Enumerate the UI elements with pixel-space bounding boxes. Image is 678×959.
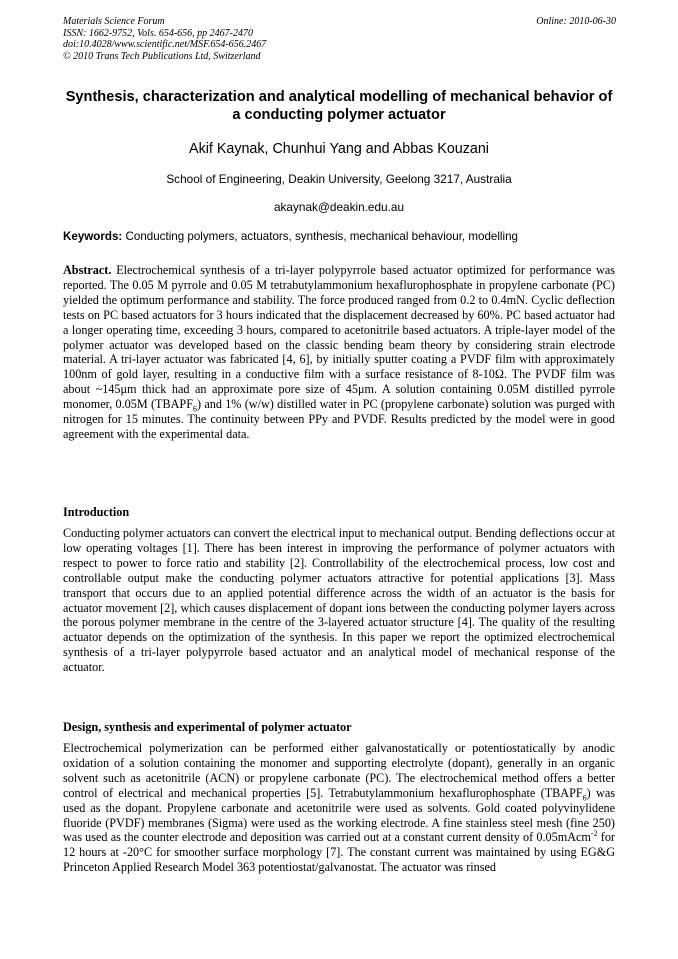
author-email[interactable]: akaynak@deakin.edu.au (273, 200, 405, 214)
copyright-line: © 2010 Trans Tech Publications Ltd, Switzerland (63, 50, 261, 62)
journal-header (63, 16, 266, 62)
design-superscript: -2 (590, 829, 598, 839)
doi-line: doi:10.4028/www.scientific.net/MSF.654-656.2467 (63, 39, 267, 50)
design-paragraph (63, 741, 615, 875)
abstract (63, 263, 615, 442)
issn-line: ISSN: 1662-9752, Vols. 654-656, pp 2467-2470 (63, 27, 253, 39)
keywords-text: Conducting polymers, actuators, synthesis, mechanical behaviour, modelling (125, 230, 518, 243)
paper-title: Synthesis, characterization and analytical modelling of mechanical behavior of a conducting polymer actuator (65, 89, 613, 123)
keywords-label: Keywords: (63, 230, 123, 243)
design-text-3: for 12 hours at -20°C for smoother surface morphology [7]. The constant current was maintained by using EG&G Princeton Applied Research Model 363 potentiostat/galvanostat. The actuator was rinsed (63, 830, 615, 875)
journal-name: Materials Science Forum (63, 16, 165, 27)
abstract-text-2: ) and 1% (w/w) distilled water in PC (propylene carbonate) solution was purged with nitrogen for 15 minutes. The continuity between PPy and PVDF. Results predicted by the model were in good agreement with the experimental data. (63, 397, 616, 441)
introduction-text: Conducting polymer actuators can convert the electrical input to mechanical output. Bending deflections occur at low operating voltages [1]. There has been interest in improving the performance of polymer actuators with respect to power to force ratio and stability [2]. Controllability of the electrochemical process, low cost and controllable output make the conducting polymer actuators attractive for potential applications [3]. Mass transport that occurs due to an applied potential difference across the width of an actuator is the basis for actuator movement [2], which causes displacement of dopant ions between the conducting polymer layers across the porous polymer membrane in the centre of the 3-layered actuator structure [4]. The quality of the resulting actuator depends on the optimization of the synthesis. In this paper we report the optimized electrochemical synthesis of a tri-layer polypyrrole based actuator and an analytical model of mechanical response of the actuator. (63, 526, 615, 675)
design-text-2: ) was used as the dopant. Propylene carbonate and acetonitrile were used as solvents. Gold coated polyvinylidene fluoride (PVDF) membranes (Sigma) were used as the working electrode. A fine stainless steel mesh (fine 250) was used as the counter electrode and deposition was carried out at a constant current density of 0.05mAcm (63, 785, 615, 845)
affiliation: School of Engineering, Deakin University, Geelong 3217, Australia (166, 172, 512, 186)
abstract-label: Abstract. (63, 263, 112, 277)
introduction-heading: Introduction (63, 505, 130, 519)
abstract-text-1: Electrochemical synthesis of a tri-layer polypyrrole based actuator optimized for performance was reported. The 0.05 M pyrrole and 0.05 M tetrabutylammonium hexaflurophosphate in propylene carbonate (PC) yielded the optimum performance and stability. The force produced ranged from 0.2 to 0.4mN. Cyclic deflection tests on PC based actuators for 3 hours indicated that the displacement decreased by 60%. PC based actuator had a longer operating time, exceeding 3 hours, compared to acetonitrile based actuators. A triple-layer model of the polymer actuator was developed based on the classic bending beam theory by considering strain electrode material. A tri-layer actuator was fabricated [4, 6], by initially sputter coating a PVDF film with approximately 100nm of gold layer, resulting in a conductive film with a surface resistance of 8-10Ω. The PVDF film was about ~145μm thick had an approximate pore size of 45μm. A solution containing 0.05M distilled pyrrole monomer, 0.05M (TBAPF (63, 263, 616, 412)
online-date: Online: 2010-06-30 (536, 16, 616, 27)
design-subscript: 6 (582, 793, 587, 803)
design-text-1: Electrochemical polymerization can be performed either galvanostatically or potentiostatically by anodic oxidation of a solution containing the monomer and supporting electrolyte (dopant), generally in an organic solvent such as acetonitrile (ACN) or propylene carbonate (PC). The electrochemical method offers a better control of electrical and mechanical properties [5]. Tetrabutylammonium hexaflurophosphate (TBAPF (63, 741, 615, 800)
abstract-subscript: 6 (192, 404, 197, 414)
keywords (63, 230, 615, 244)
design-heading: Design, synthesis and experimental of polymer actuator (63, 720, 352, 734)
paper-authors: Akif Kaynak, Chunhui Yang and Abbas Kouzani (189, 141, 489, 157)
